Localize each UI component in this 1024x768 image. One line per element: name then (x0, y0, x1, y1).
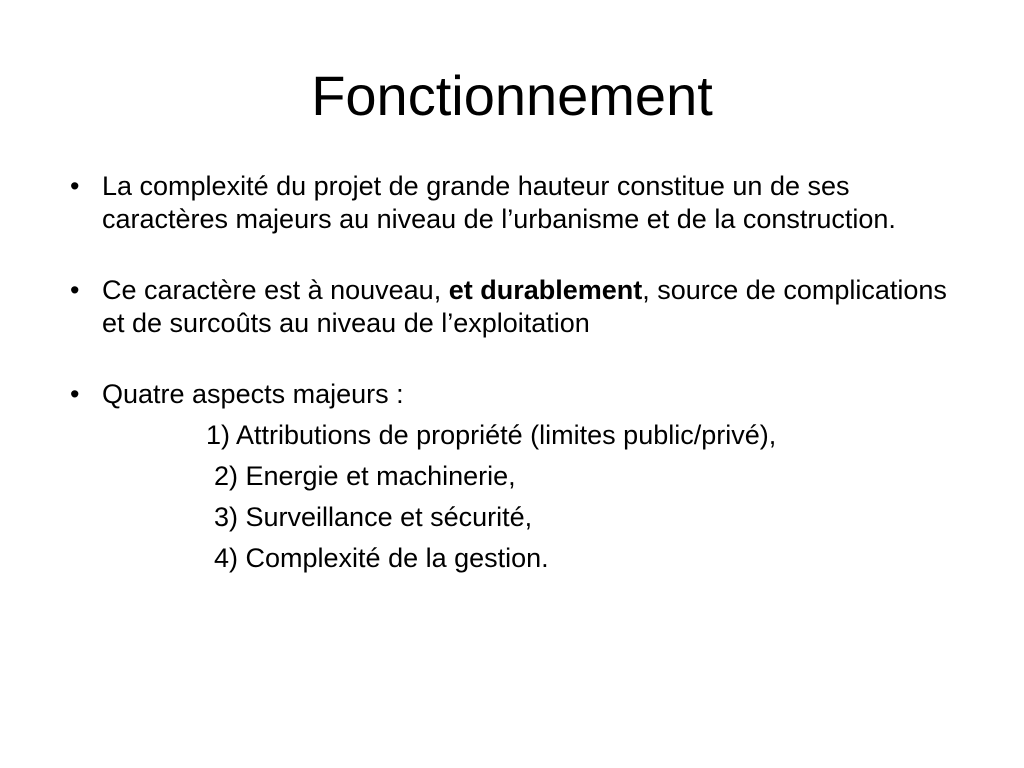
aspects-sublist (102, 415, 970, 579)
bullet-item-durability (70, 274, 970, 340)
aspect-item: 3) Surveillance et sécurité, (214, 502, 533, 532)
aspect-item: 4) Complexité de la gestion. (214, 543, 549, 573)
slide-body (70, 170, 970, 617)
bullet-text-part: Ce caractère est à nouveau, (102, 275, 449, 305)
aspect-item: 2) Energie et machinerie, (214, 461, 516, 491)
bullet-dot-icon: • (70, 275, 80, 305)
bullet-text-emphasis: et durablement (448, 275, 643, 305)
bullet-dot-icon: • (70, 171, 80, 201)
bullet-item-complexity (70, 170, 970, 236)
bullet-item-aspects (70, 378, 970, 579)
bullet-dot-icon: • (70, 379, 80, 409)
bullet-text-part: , source de complications et de surcoûts au niveau de l’exploitation (102, 275, 947, 338)
bullet-text: Quatre aspects majeurs : (102, 379, 404, 409)
bullet-text: La complexité du projet de grande hauteur constitue un de ses caractères majeurs au niveau de l’urbanisme et de la construction. (102, 171, 896, 234)
aspect-item: 1) Attributions de propriété (limites public/privé), (206, 420, 777, 450)
slide-title: Fonctionnement (311, 64, 713, 127)
bullet-text (102, 274, 970, 340)
